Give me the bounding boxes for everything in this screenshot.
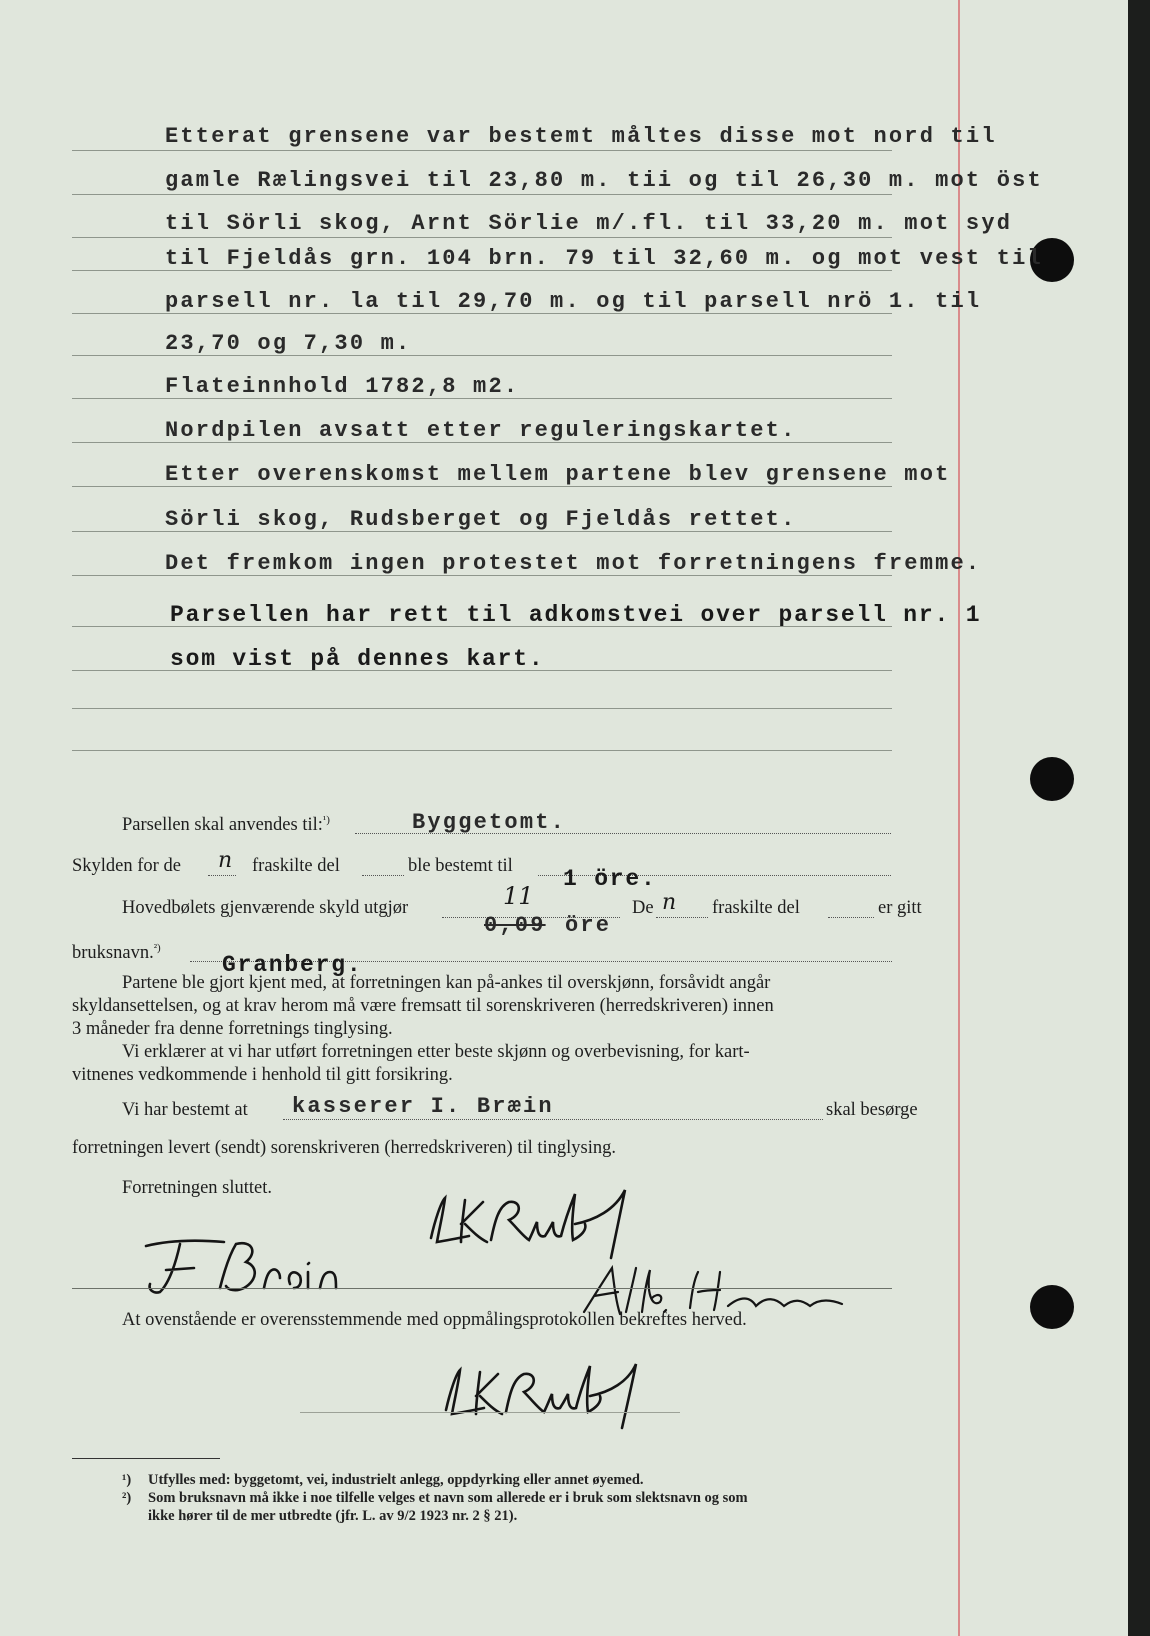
typed-line: Etter overenskomst mellem partene blev grensene mot <box>165 462 951 487</box>
besorge-post: skal besørge <box>826 1100 918 1120</box>
typed-line: Det fremkom ingen protestet mot forretningens fremme. <box>165 551 982 576</box>
typed-line: Sörli skog, Rudsberget og Fjeldås rettet. <box>165 507 797 532</box>
footnote-separator <box>72 1458 220 1459</box>
para2-line: Vi erklærer at vi har utført forretningen etter beste skjønn og overbevisning, for kart- <box>122 1042 750 1062</box>
bruksnavn-value: Granberg. <box>222 952 363 978</box>
typed-line: parsell nr. la til 29,70 m. og til parsell nrö 1. til <box>165 289 982 314</box>
punch-hole <box>1030 1285 1074 1329</box>
skyld-value: 1 öre. <box>563 866 657 892</box>
ruled-line <box>300 1412 680 1413</box>
typed-line: til Sörli skog, Arnt Sörlie m/.fl. til 33,20 m. mot syd <box>165 211 1013 236</box>
use-label: Parsellen skal anvendes til:$^{^1)}$ <box>122 814 330 836</box>
typed-line: 23,70 og 7,30 m. <box>165 331 412 356</box>
typed-line: Nordpilen avsatt etter reguleringskartet. <box>165 418 797 443</box>
dotted-line <box>828 916 874 918</box>
footnote: ¹) <box>122 1472 132 1488</box>
besorge-value: kasserer I. Bræin <box>292 1094 554 1119</box>
ruled-line <box>72 194 892 195</box>
typed-bold-line: som vist på dennes kart. <box>170 646 545 672</box>
skyld-mid: fraskilte del <box>252 856 340 876</box>
typed-line: til Fjeldås grn. 104 brn. 79 til 32,60 m. og mot vest til <box>165 246 1043 271</box>
para1-line: Partene ble gjort kjent med, at forretningen kan på-ankes til overskjønn, forsåvidt angår <box>122 973 771 993</box>
signature-braein <box>140 1232 350 1302</box>
bruksnavn-label: bruksnavn.$^{^2)}$ <box>72 942 161 964</box>
typed-line: Etterat grensene var bestemt måltes disse mot nord til <box>165 124 997 149</box>
ruled-line <box>72 150 892 151</box>
ruled-line <box>72 708 892 709</box>
signature-ruud <box>425 1180 665 1260</box>
confirm-text: At ovenstående er overensstemmende med oppmålingsprotokollen bekreftes herved. <box>122 1310 747 1330</box>
hoved-struck: 0,09 <box>484 913 546 938</box>
para1-line: 3 måneder fra denne forretnings tinglysing. <box>72 1019 393 1039</box>
den-post: fraskilte del <box>712 898 800 918</box>
use-value: Byggetomt. <box>412 810 567 835</box>
skyld-post: ble bestemt til <box>408 856 513 876</box>
er-gitt: er gitt <box>878 898 922 918</box>
dotted-line <box>362 874 404 876</box>
dotted-line <box>656 916 708 918</box>
den-label: De <box>632 898 654 918</box>
footnote: ²) <box>122 1490 132 1506</box>
typed-bold-line: Parsellen har rett til adkomstvei over parsell nr. 1 <box>170 602 982 628</box>
ruled-line <box>72 750 892 751</box>
typed-line: Flateinnhold 1782,8 m2. <box>165 374 520 399</box>
hoved-hand: 11 <box>503 882 534 910</box>
typed-line: gamle Rælingsvei til 23,80 m. tii og til 26,30 m. mot öst <box>165 168 1043 193</box>
punch-hole <box>1030 757 1074 801</box>
signature-line <box>72 1288 892 1289</box>
ruled-line <box>72 237 892 238</box>
para1-line: skyldansettelsen, og at krav herom må være fremsatt til sorenskriveren (herredskriveren) innen <box>72 996 774 1016</box>
sluttet-text: Forretningen sluttet. <box>122 1178 273 1198</box>
footnote-text: Som bruksnavn må ikke i noe tilfelle velges et navn som allerede er i bruk som slektsnavn og som <box>148 1490 748 1506</box>
levert-text: forretningen levert (sendt) sorenskriveren (herredskriveren) til tinglysing. <box>72 1138 617 1158</box>
hoved-ore: öre <box>565 913 612 938</box>
footnote-text: ikke hører til de mer utbredte (jfr. L. av 9/2 1923 nr. 2 § 21). <box>148 1508 518 1524</box>
den-n: n <box>662 890 677 915</box>
footnote-text: Utfylles med: byggetomt, vei, industrielt anlegg, oppdyrking eller annet øyemed. <box>148 1472 644 1488</box>
signature-ruud-confirm <box>440 1352 670 1432</box>
hoved-label: Hovedbølets gjenværende skyld utgjør <box>122 898 409 918</box>
para2-line: vitnenes vedkommende i henhold til gitt forsikring. <box>72 1065 453 1085</box>
skyld-n: n <box>218 848 233 873</box>
besorge-label: Vi har bestemt at <box>122 1100 248 1120</box>
skyld-label: Skylden for de <box>72 856 181 876</box>
dotted-line <box>208 874 236 876</box>
